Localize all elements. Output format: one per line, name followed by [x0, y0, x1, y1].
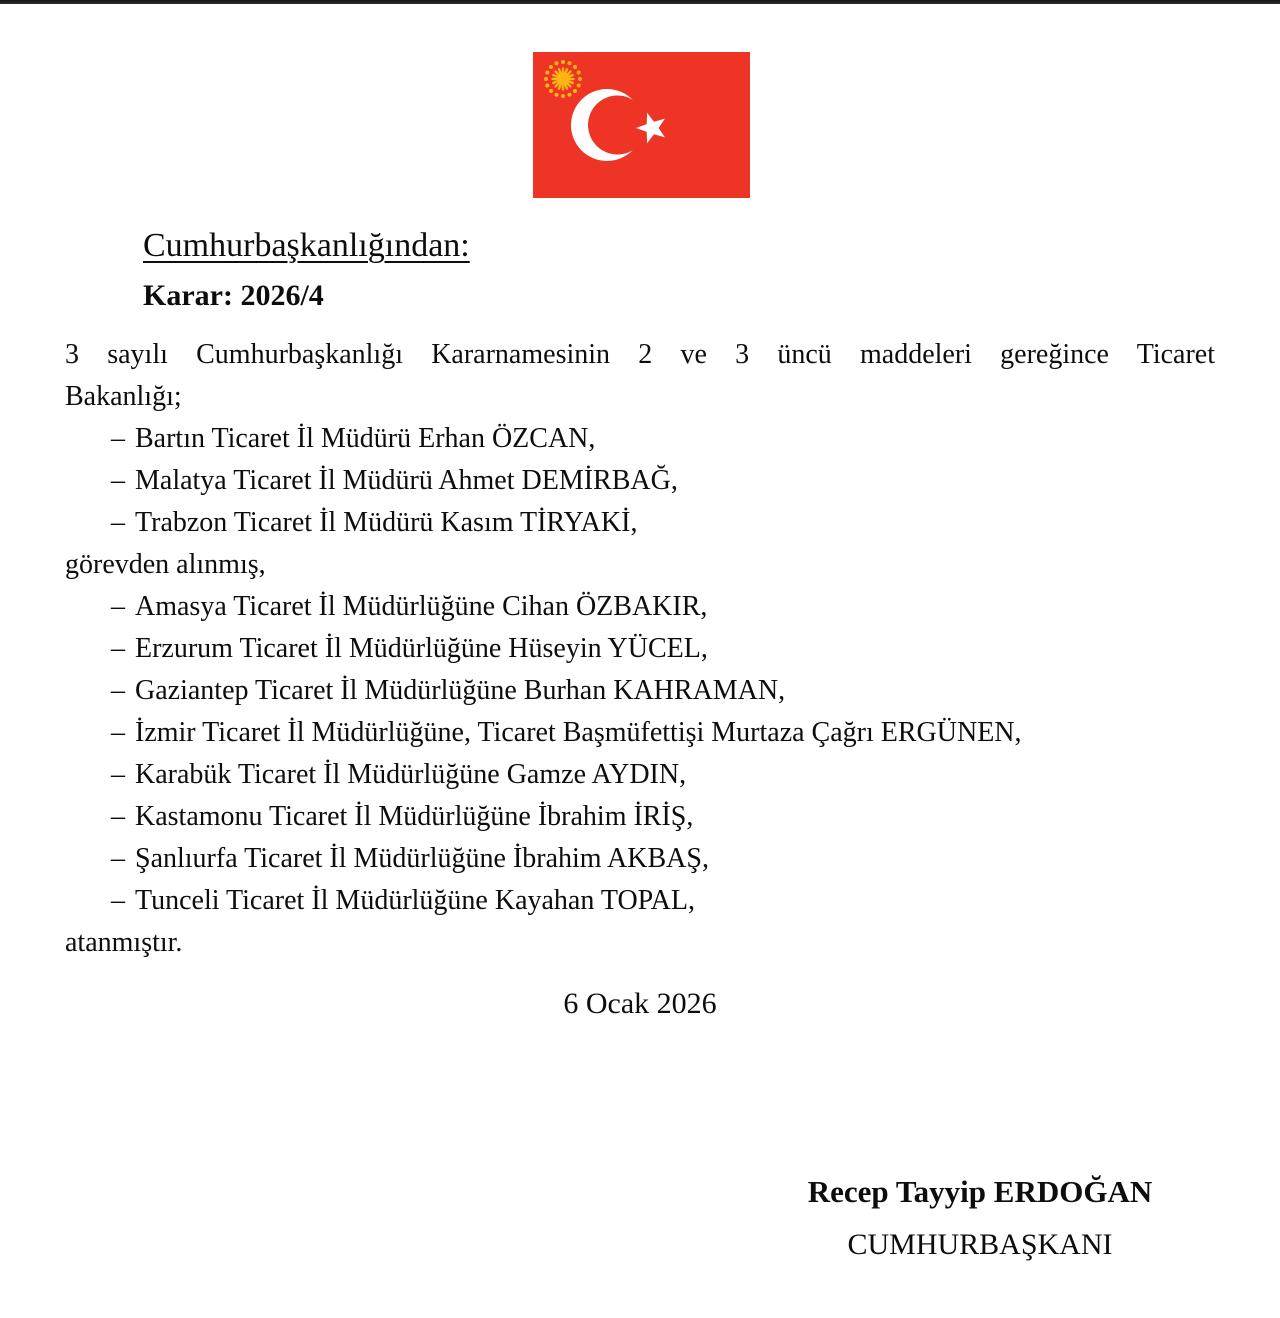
- appointed-item-text: Karabük Ticaret İl Müdürlüğüne Gamze AYDIN,: [135, 759, 687, 790]
- dash: –: [111, 633, 125, 664]
- signature-block: [780, 1172, 1180, 1265]
- dash: –: [111, 507, 125, 538]
- dash: –: [111, 591, 125, 622]
- president-name: Recep Tayyip ERDOĞAN: [807, 1174, 1153, 1209]
- appointed-item: [65, 586, 1215, 628]
- appointed-item-text: Tunceli Ticaret İl Müdürlüğüne Kayahan TOPAL,: [135, 885, 695, 916]
- crescent-inner: [588, 96, 647, 155]
- appointed-item-text: Erzurum Ticaret İl Müdürlüğüne Hüseyin YÜCEL,: [135, 633, 708, 664]
- appointed-item: [65, 880, 1215, 922]
- appointed-item: [65, 754, 1215, 796]
- dash: –: [111, 717, 125, 748]
- appointed-item-text: Şanlıurfa Ticaret İl Müdürlüğüne İbrahim AKBAŞ,: [135, 843, 709, 874]
- dash: –: [111, 801, 125, 832]
- president-title: CUMHURBAŞKANI: [847, 1228, 1113, 1261]
- dash: –: [111, 465, 125, 496]
- appointed-item: [65, 670, 1215, 712]
- appointed-item-text: İzmir Ticaret İl Müdürlüğüne, Ticaret Başmüfettişi Murtaza Çağrı ERGÜNEN,: [135, 717, 1022, 748]
- dismissed-item: [65, 460, 1215, 502]
- appointed-item-text: Gaziantep Ticaret İl Müdürlüğüne Burhan KAHRAMAN,: [135, 675, 786, 706]
- appointed-item-text: Kastamonu Ticaret İl Müdürlüğüne İbrahim İRİŞ,: [135, 801, 694, 832]
- decision-number: Karar: 2026/4: [143, 279, 324, 312]
- intro-line-2: Bakanlığı;: [65, 381, 182, 412]
- dismissed-item: [65, 418, 1215, 460]
- turkish-presidential-flag: [533, 52, 750, 198]
- top-edge-bar: [0, 0, 1280, 4]
- appointed-note: atanmıştır.: [65, 927, 183, 958]
- decree-date: 6 Ocak 2026: [563, 987, 717, 1020]
- appointed-item: [65, 838, 1215, 880]
- dismissed-note: görevden alınmış,: [65, 549, 266, 580]
- dismissed-item-text: Malatya Ticaret İl Müdürü Ahmet DEMİRBAĞ,: [135, 465, 678, 496]
- dash: –: [111, 675, 125, 706]
- appointed-item-text: Amasya Ticaret İl Müdürlüğüne Cihan ÖZBAKIR,: [135, 591, 708, 622]
- appointed-item: [65, 628, 1215, 670]
- dash: –: [111, 843, 125, 874]
- appointed-item: [65, 796, 1215, 838]
- dash: –: [111, 759, 125, 790]
- dash: –: [111, 423, 125, 454]
- dismissed-item-text: Bartın Ticaret İl Müdürü Erhan ÖZCAN,: [135, 423, 596, 454]
- intro-line-1: 3 sayılı Cumhurbaşkanlığı Kararnamesinin 2 ve 3 üncü maddeleri gereğince Ticaret: [65, 339, 1215, 370]
- decree-body: [65, 334, 1215, 964]
- dismissed-item: [65, 502, 1215, 544]
- appointed-item: [65, 712, 1215, 754]
- issuer-heading: Cumhurbaşkanlığından:: [143, 227, 470, 264]
- sun-core: [557, 73, 569, 85]
- dash: –: [111, 885, 125, 916]
- dismissed-item-text: Trabzon Ticaret İl Müdürü Kasım TİRYAKİ,: [135, 507, 638, 538]
